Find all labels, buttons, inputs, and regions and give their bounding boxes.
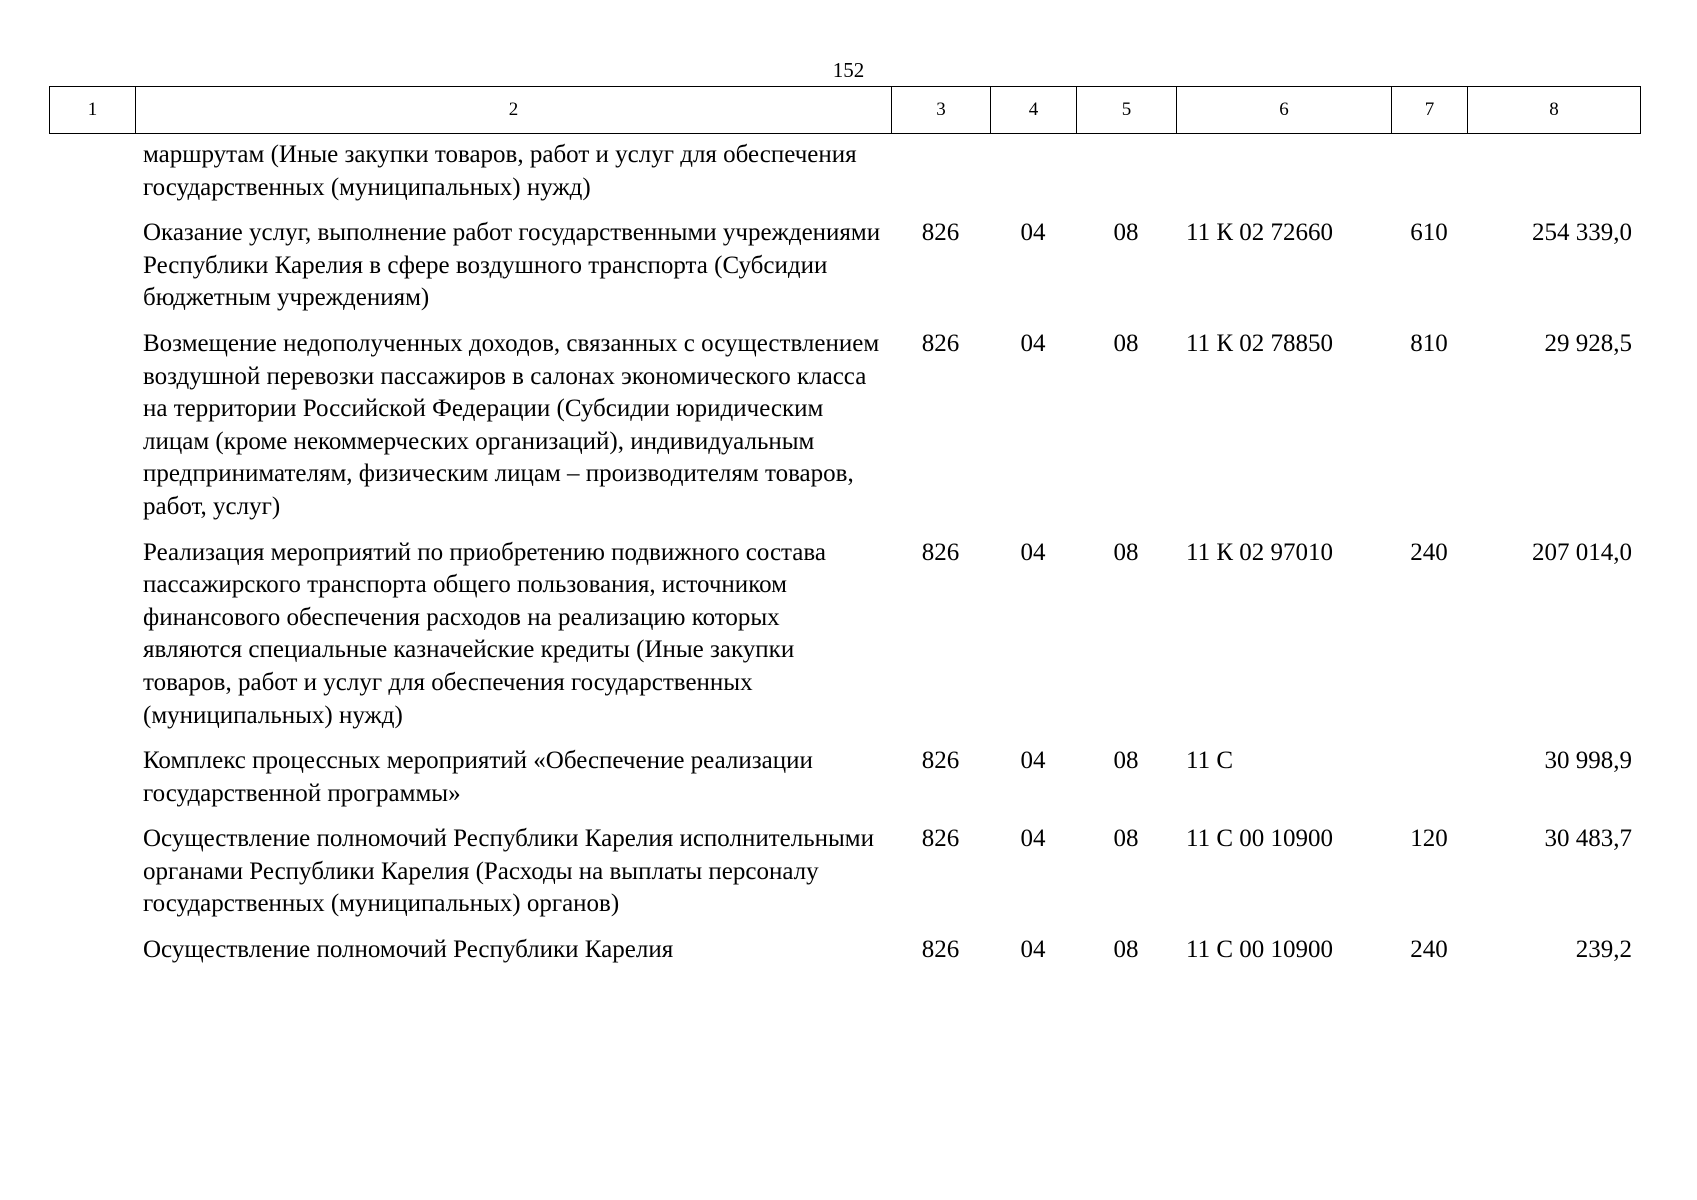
row-amount: 239,2 <box>1575 936 1632 964</box>
row-col-6: 11 К 02 78850 <box>1186 329 1333 357</box>
header-col-7: 7 <box>1392 87 1468 134</box>
row-col-4: 04 <box>1020 538 1046 566</box>
row-description: Осуществление полномочий Республики Карелия исполнительными органами Республики Карелия (Расходы на выплаты персоналу государственных (муниципальных) органов) <box>143 825 874 918</box>
row-col-4: 04 <box>1020 219 1046 247</box>
header-col-8: 8 <box>1468 87 1641 134</box>
table-row <box>49 823 1640 934</box>
row-description: Комплекс процессных мероприятий «Обеспечение реализации государственной программы» <box>143 747 813 807</box>
row-col-4 <box>990 139 1076 217</box>
budget-table <box>49 139 1640 980</box>
row-col-5: 08 <box>1113 538 1139 566</box>
header-col-4: 4 <box>991 87 1077 134</box>
table-row <box>49 217 1640 328</box>
row-amount: 30 483,7 <box>1544 825 1632 853</box>
row-description: Оказание услуг, выполнение работ государственными учреждениями Республики Карелия в сфере воздушного транспорта (Субсидии бюджетным учреждениям) <box>143 219 881 312</box>
row-col-6: 11 К 02 72660 <box>1186 219 1333 247</box>
table-row <box>49 139 1640 217</box>
row-col-3: 826 <box>921 936 960 964</box>
row-amount <box>1467 139 1640 217</box>
row-description: Реализация мероприятий по приобретению подвижного состава пассажирского транспорта общего пользования, источником финансового обеспечения расходов на реализацию которых являются специальные казначейские кредиты (Иные закупки товаров, работ и услуг для обеспечения государственных (муниципальных) нужд) <box>143 538 826 729</box>
row-col-3 <box>891 139 990 217</box>
header-col-3: 3 <box>892 87 991 134</box>
row-col-6: 11 С 00 10900 <box>1186 936 1333 964</box>
row-col-4: 04 <box>1020 936 1046 964</box>
row-col-7: 810 <box>1410 329 1448 357</box>
row-amount: 29 928,5 <box>1544 329 1632 357</box>
row-col-6: 11 С 00 10900 <box>1186 825 1333 853</box>
table-row <box>49 745 1640 823</box>
row-col-5: 08 <box>1113 219 1139 247</box>
row-col-3: 826 <box>921 747 960 775</box>
row-col-7: 240 <box>1410 936 1448 964</box>
header-col-6: 6 <box>1177 87 1392 134</box>
row-col-3: 826 <box>921 825 960 853</box>
row-col-4: 04 <box>1020 747 1046 775</box>
row-col-5 <box>1076 139 1176 217</box>
row-col-3: 826 <box>921 329 960 357</box>
row-col-7: 610 <box>1410 219 1448 247</box>
table-row <box>49 537 1640 746</box>
row-col-4: 04 <box>1020 825 1046 853</box>
row-amount: 254 339,0 <box>1532 219 1632 247</box>
row-col-6: 11 С <box>1186 747 1233 775</box>
row-col-6 <box>1176 139 1391 217</box>
row-col-6: 11 К 02 97010 <box>1186 538 1333 566</box>
row-col-7 <box>1391 139 1467 217</box>
row-col-5: 08 <box>1113 329 1139 357</box>
table-row <box>49 934 1640 980</box>
row-col-3: 826 <box>921 538 960 566</box>
header-col-2: 2 <box>136 87 892 134</box>
row-col-7: 120 <box>1410 825 1448 853</box>
table-row <box>49 328 1640 537</box>
row-col-4: 04 <box>1020 329 1046 357</box>
row-col-5: 08 <box>1113 936 1139 964</box>
row-col-5: 08 <box>1113 747 1139 775</box>
row-description: Осуществление полномочий Республики Карелия <box>143 936 674 964</box>
row-amount: 30 998,9 <box>1544 747 1632 775</box>
header-col-1: 1 <box>50 87 136 134</box>
header-col-5: 5 <box>1077 87 1177 134</box>
row-col-3: 826 <box>921 219 960 247</box>
row-col-7: 240 <box>1410 538 1448 566</box>
page-number: 152 <box>832 58 865 82</box>
row-col-5: 08 <box>1113 825 1139 853</box>
row-col-7 <box>1391 745 1467 823</box>
row-description: маршрутам (Иные закупки товаров, работ и услуг для обеспечения государственных (муниципальных) нужд) <box>143 141 857 201</box>
row-description: Возмещение недополученных доходов, связанных с осуществлением воздушной перевозки пассажиров в салонах экономического класса на территории Российской Федерации (Субсидии юридическим лицам (кроме некоммерческих организаций), индивидуальным предпринимателям, физическим лицам – производителям товаров, работ, услуг) <box>143 329 880 520</box>
row-amount: 207 014,0 <box>1532 538 1632 566</box>
table-header <box>49 86 1641 134</box>
